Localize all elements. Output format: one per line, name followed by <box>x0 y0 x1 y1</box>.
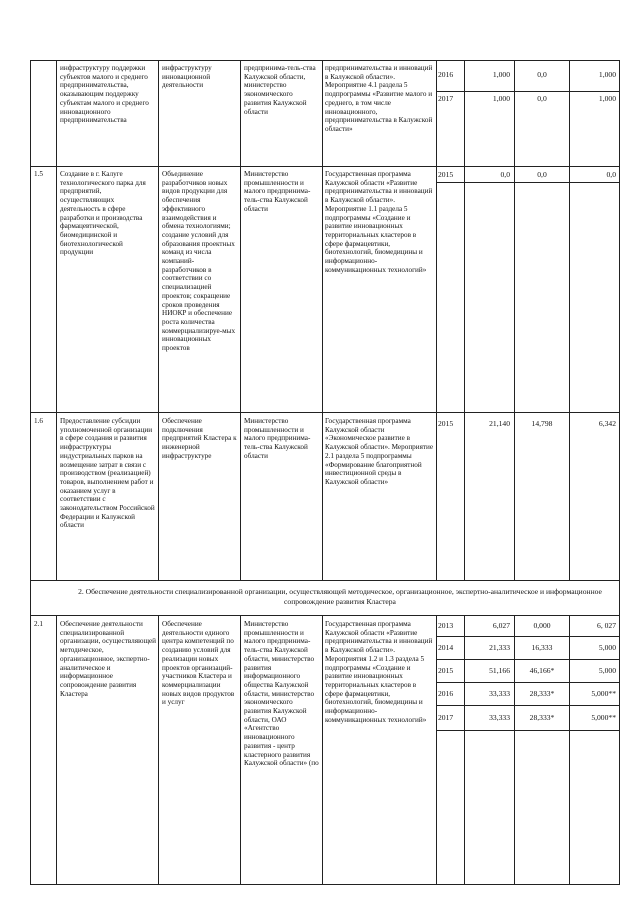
regional-cell: 6,342 <box>598 420 616 428</box>
federal-cell: 16,333 <box>531 644 553 652</box>
federal-cell: 14,798 <box>531 420 553 428</box>
total-cell: 51,166 <box>489 667 510 675</box>
total-cell: 6,027 <box>492 622 510 630</box>
federal-cell: 0,0 <box>537 95 547 103</box>
row-number: 1.5 <box>34 170 43 178</box>
table <box>30 60 620 885</box>
row-program: Государственная программа Калужской области «Развитие предпринимательства и инноваций в Калужской области». Мероприятие 1.1 раздела 5 подпрограммы «Создание и развитие инновационных территориальных кластеров в сфере фармацевтики, биотехнологий, биомедицины и информационно-коммуникационных технологий» <box>325 170 433 274</box>
regional-cell: 5,000** <box>591 714 616 722</box>
year-cell: 2016 <box>438 690 454 698</box>
total-cell: 33,333 <box>489 690 510 698</box>
regional-cell: 6, 027 <box>597 622 616 630</box>
regional-cell: 5,000 <box>598 667 616 675</box>
row-program: предпринимательства и инноваций в Калужской области». Мероприятие 4.1 раздела 5 подпрограммы «Развитие малого и среднего, в том числе инновационного, предпринимательства в Калужской области» <box>325 64 433 133</box>
federal-cell: 28,333* <box>529 690 555 698</box>
total-cell: 0,0 <box>500 171 510 179</box>
row-result: Обеспечение деятельности единого центра компетенций по созданию условий для реализации новых проектов организаций-участников Кластера и коммерциализации новых видов продуктов и услуг <box>162 620 235 707</box>
row-name: Предоставление субсидии уполномоченной организации в сфере создания и развития инфраструктуры индустриальных парков на возмещение затрат в связи с производством (реализацией) товаров, выполнением работ и оказанием услуг в соответствии с законодательством Российской Федерации и Калужской области <box>60 417 155 530</box>
row-program: Государственная программа Калужской области «Экономическое развитие в Калужской области». Мероприятие 2.1 раздела 5 подпрограммы «Формирование благоприятной инвестиционной среды в Калужской области» <box>325 417 434 486</box>
row-executor: Министерство промышленности и малого предпринима-тель-ства Калужской области, министерство развития информационного общества Калужской области, министерство экономического развития Калужской области, ОАО «Агентство инновационного развития - центр кластерного развития Калужской области» (по <box>244 620 319 768</box>
total-cell: 21,140 <box>489 420 510 428</box>
year-cell: 2014 <box>438 644 454 652</box>
year-cell: 2017 <box>438 714 454 722</box>
regional-cell: 1,000 <box>598 95 616 103</box>
year-cell: 2015 <box>438 171 454 179</box>
regional-cell: 5,000 <box>598 644 616 652</box>
row-executor: Министерство промышленности и малого предпринима-тель-ства Калужской области <box>244 417 311 460</box>
regional-cell: 5,000** <box>591 690 616 698</box>
federal-cell: 0,000 <box>533 622 551 630</box>
total-cell: 1,000 <box>492 71 510 79</box>
row-name: Создание в г. Калуге технологического парка для предприятий, осуществляющих деятельность в сфере разработки и производства фармацевтической, биомедицинской и биотехнологической продукции <box>60 170 146 257</box>
row-program: Государственная программа Калужской области «Развитие предпринимательства и инноваций в Калужской области». Мероприятия 1.2 и 1.3 раздела 5 подпрограммы «Создание и развитие инновационных территориальных кластеров в сфере фармацевтики, биотехнологий, биомедицины и информационно-коммуникационных технологий» <box>325 620 433 724</box>
year-cell: 2016 <box>438 71 454 79</box>
year-cell: 2013 <box>438 622 454 630</box>
total-cell: 21,333 <box>489 644 510 652</box>
regional-cell: 1,000 <box>598 71 616 79</box>
total-cell: 1,000 <box>492 95 510 103</box>
federal-cell: 28,333* <box>529 714 555 722</box>
row-executor: предпринима-тель-ства Калужской области, министерство экономического развития Калужской области <box>244 64 316 116</box>
section-title: 2. Обеспечение деятельности специализированной организации, осуществляющей методическое, организационное, экспертно-аналитическое и информационное сопровождение развития Кластера <box>78 587 602 606</box>
row-name: Обеспечение деятельности специализированной организации, осуществляющей методическое, организационное, экспертно-аналитическое и информационное сопровождение развития Кластера <box>60 620 156 698</box>
row-result: Объединение разработчиков новых видов продукции для обеспечения эффективного взаимодействия и обмена технологиями; создание условий для образования проектных команд из числа компаний-разработчиков в соответствии со специализацией проектов; сокращение сроков проведения НИОКР и обеспечение роста количества коммерциализируе-мых инновационных проектов <box>162 170 236 353</box>
federal-cell: 46,166* <box>529 667 555 675</box>
row-result: инфраструктуру инновационной деятельности <box>162 64 212 90</box>
regional-cell: 0,0 <box>606 171 616 179</box>
year-cell: 2015 <box>438 667 454 675</box>
row-result: Обеспечение подключения предприятий Кластера к инженерной инфраструктуре <box>162 417 237 460</box>
total-cell: 33,333 <box>489 714 510 722</box>
federal-cell: 0,0 <box>537 171 547 179</box>
row-name: инфраструктуру поддержки субъектов малого и среднего предпринимательства, оказывающим поддержку субъектам малого и среднего инновационного предпринимательства <box>60 64 149 125</box>
row-executor: Министерство промышленности и малого предпринима-тель-ства Калужской области <box>244 170 311 213</box>
row-number: 2.1 <box>34 620 43 628</box>
row-number: 1.6 <box>34 417 43 425</box>
federal-cell: 0,0 <box>537 71 547 79</box>
year-cell: 2015 <box>438 420 454 428</box>
year-cell: 2017 <box>438 95 454 103</box>
